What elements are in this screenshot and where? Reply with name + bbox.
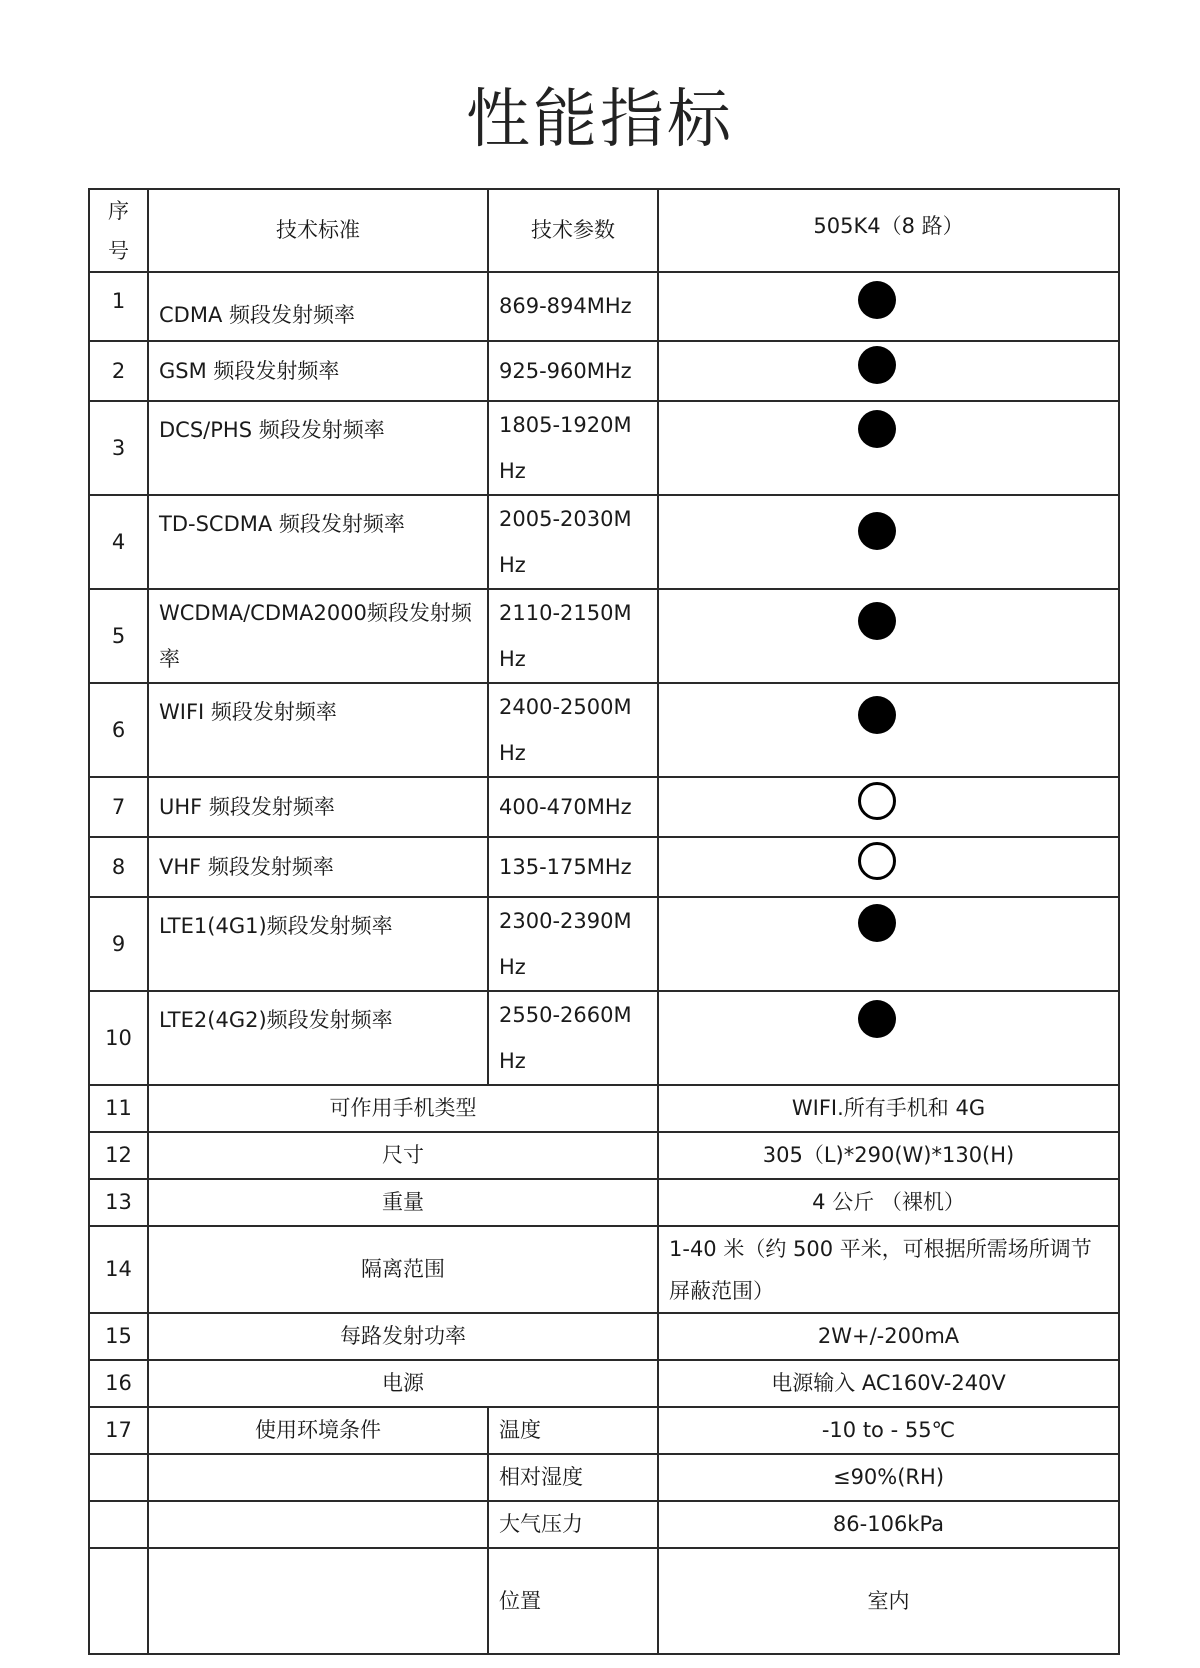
row-number: 12 [89,1132,148,1179]
environment-label-blank [148,1454,488,1501]
environment-item: 温度 [488,1407,658,1454]
spec-label: 可作用手机类型 [148,1085,658,1132]
support-cell [658,897,1119,991]
row-number: 1 [89,272,148,341]
table-row [89,1360,1119,1407]
row-number: 11 [89,1085,148,1132]
seq-header [89,189,148,272]
row-number: 14 [89,1226,148,1313]
supported-dot-icon [858,904,896,942]
support-cell [658,837,1119,897]
table-row [89,1132,1119,1179]
table-row [89,272,1119,341]
band-name: VHF 频段发射频率 [148,837,488,897]
band-frequency: 869-894MHz [488,272,658,341]
band-frequency: 2400-2500MHz [488,683,658,777]
table-row [89,1226,1119,1313]
band-frequency: 2110-2150MHz [488,589,658,683]
environment-label-blank [148,1501,488,1548]
band-name: TD-SCDMA 频段发射频率 [148,495,488,589]
supported-dot-icon [858,1000,896,1038]
support-cell [658,589,1119,683]
spec-label: 尺寸 [148,1132,658,1179]
table-row [89,341,1119,401]
band-frequency: 400-470MHz [488,777,658,837]
supported-dot-icon [858,512,896,550]
band-name: LTE2(4G2)频段发射频率 [148,991,488,1085]
table-row [89,1085,1119,1132]
standard-header: 技术标准 [148,189,488,272]
supported-dot-icon [858,602,896,640]
model-header: 505K4（8 路） [658,189,1119,272]
table-row [89,1501,1119,1548]
spec-value: 4 公斤 （裸机） [658,1179,1119,1226]
row-number: 17 [89,1407,148,1454]
supported-dot-icon [858,696,896,734]
environment-value: -10 to - 55℃ [658,1407,1119,1454]
band-frequency: 925-960MHz [488,341,658,401]
band-name: DCS/PHS 频段发射频率 [148,401,488,495]
row-number: 9 [89,897,148,991]
spec-value: 2W+/-200mA [658,1313,1119,1360]
environment-label-blank [148,1548,488,1654]
row-number: 6 [89,683,148,777]
support-cell [658,272,1119,341]
seq-header-line1: 序 [108,198,129,223]
table-row [89,1454,1119,1501]
supported-dot-icon [858,410,896,448]
supported-dot-icon [858,346,896,384]
spec-value: WIFI.所有手机和 4G [658,1085,1119,1132]
row-number: 15 [89,1313,148,1360]
table-row [89,1548,1119,1654]
spec-label: 电源 [148,1360,658,1407]
support-cell [658,495,1119,589]
table-row [89,897,1119,991]
support-cell [658,991,1119,1085]
band-name: WIFI 频段发射频率 [148,683,488,777]
row-number [89,1501,148,1548]
row-number [89,1548,148,1654]
support-cell [658,683,1119,777]
support-cell [658,341,1119,401]
row-number [89,1454,148,1501]
environment-value: 室内 [658,1548,1119,1654]
table-header-row [89,189,1119,272]
environment-item: 位置 [488,1548,658,1654]
row-number: 4 [89,495,148,589]
environment-value: 86-106kPa [658,1501,1119,1548]
environment-label: 使用环境条件 [148,1407,488,1454]
spec-value: 电源输入 AC160V-240V [658,1360,1119,1407]
band-frequency: 135-175MHz [488,837,658,897]
band-frequency: 2550-2660MHz [488,991,658,1085]
table-row [89,401,1119,495]
band-frequency: 2300-2390MHz [488,897,658,991]
row-number: 2 [89,341,148,401]
unsupported-circle-icon [858,782,896,820]
environment-item: 大气压力 [488,1501,658,1548]
support-cell [658,401,1119,495]
spec-label: 重量 [148,1179,658,1226]
environment-value: ≤90%(RH) [658,1454,1119,1501]
row-number: 16 [89,1360,148,1407]
support-cell [658,777,1119,837]
row-number: 5 [89,589,148,683]
unsupported-circle-icon [858,842,896,880]
spec-label: 每路发射功率 [148,1313,658,1360]
band-name: UHF 频段发射频率 [148,777,488,837]
table-row [89,1407,1119,1454]
table-row [89,991,1119,1085]
band-frequency: 1805-1920MHz [488,401,658,495]
row-number: 8 [89,837,148,897]
band-name: GSM 频段发射频率 [148,341,488,401]
seq-header-line2: 号 [108,238,129,263]
table-row [89,1179,1119,1226]
table-row [89,777,1119,837]
row-number: 10 [89,991,148,1085]
supported-dot-icon [858,281,896,319]
band-name: LTE1(4G1)频段发射频率 [148,897,488,991]
spec-value: 1-40 米（约 500 平米，可根据所需场所调节屏蔽范围） [658,1226,1119,1313]
spec-table [88,188,1120,1655]
row-number: 3 [89,401,148,495]
table-row [89,837,1119,897]
table-row [89,589,1119,683]
table-row [89,1313,1119,1360]
table-row [89,495,1119,589]
row-number: 13 [89,1179,148,1226]
band-frequency: 2005-2030MHz [488,495,658,589]
row-number: 7 [89,777,148,837]
band-name: WCDMA/CDMA2000频段发射频率 [148,589,488,683]
spec-label: 隔离范围 [148,1226,658,1313]
spec-value: 305（L)*290(W)*130(H) [658,1132,1119,1179]
params-header: 技术参数 [488,189,658,272]
page-title: 性能指标 [466,83,734,157]
table-row [89,683,1119,777]
band-name: CDMA 频段发射频率 [148,272,488,341]
environment-item: 相对湿度 [488,1454,658,1501]
